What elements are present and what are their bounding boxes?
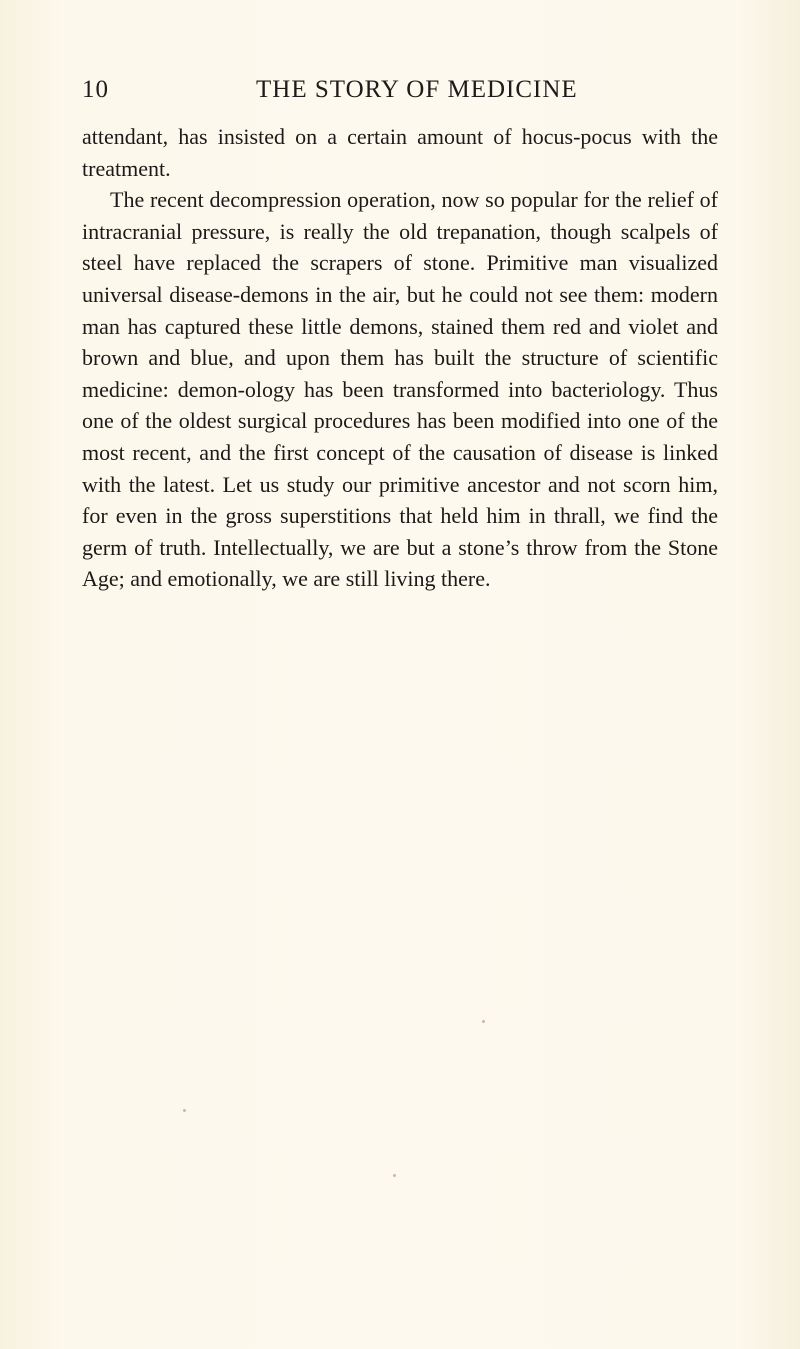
paper-speck [183, 1109, 186, 1112]
body-text [82, 121, 718, 595]
page-number: 10 [82, 76, 109, 103]
paragraph: The recent decompression operation, now so popular for the relief of intracranial pressure, is really the old trepanation, though scalpels of steel have replaced the scrapers of stone. Primitive man visualized universal disease-demons in the air, but he could not see them: modern man has captured these little demons, stained them red and violet and brown and blue, and upon them has built the structure of scientific medicine: demon-ology has been transformed into bacteriology. Thus one of the oldest surgical procedures has been modified into one of the most recent, and the first concept of the causation of disease is linked with the latest. Let us study our primitive ancestor and not scorn him, for even in the gross superstitions that held him in thrall, we find the germ of truth. Intellectually, we are but a stone’s throw from the Stone Age; and emotionally, we are still living there. [82, 187, 718, 592]
running-title: THE STORY OF MEDICINE [256, 76, 578, 103]
running-head [82, 76, 718, 110]
paper-speck [482, 1020, 485, 1023]
paragraph-continued: attendant, has insisted on a certain amount of hocus-pocus with the treatment. [82, 124, 718, 181]
paper-speck [393, 1174, 396, 1177]
